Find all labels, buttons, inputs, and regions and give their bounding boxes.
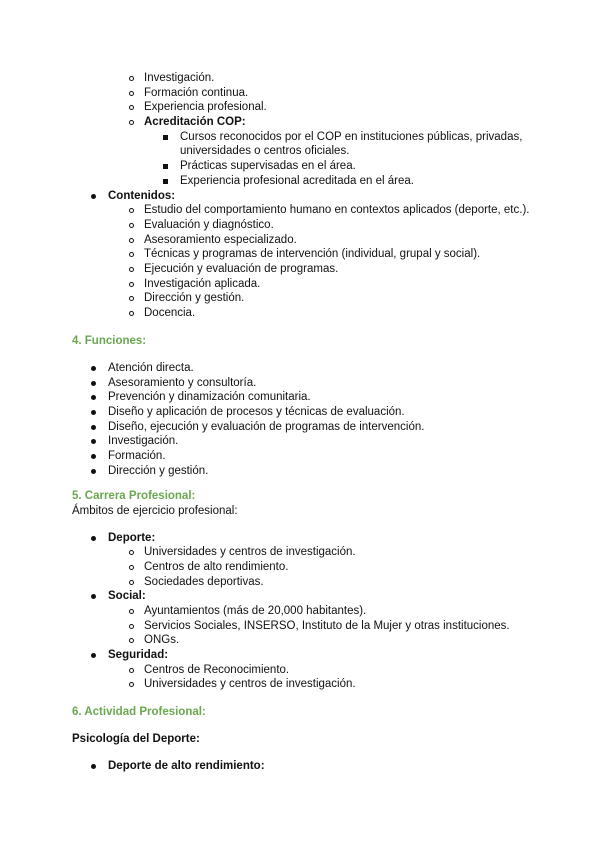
- list-item: Cursos reconocidos por el COP en instituciones públicas, privadas,: [180, 131, 523, 143]
- disc-bullet-icon: [91, 469, 96, 474]
- social-label: Social:: [108, 590, 146, 602]
- list-item: Asesoramiento especializado.: [144, 234, 297, 246]
- circle-bullet-icon: [129, 682, 134, 687]
- square-bullet-icon: [163, 135, 168, 140]
- disc-bullet-icon: [91, 366, 96, 371]
- list-item: Universidades y centros de investigación.: [144, 546, 356, 558]
- disc-bullet-icon: [91, 395, 96, 400]
- list-item-continuation: universidades o centros oficiales.: [180, 145, 350, 157]
- contenidos-label: Contenidos:: [108, 190, 176, 202]
- circle-bullet-icon: [129, 120, 134, 125]
- acreditacion-label: Acreditación COP:: [144, 116, 246, 128]
- list-item: Servicios Sociales, INSERSO, Instituto de la Mujer y otras instituciones.: [144, 620, 510, 632]
- list-item: Investigación.: [144, 72, 215, 84]
- circle-bullet-icon: [129, 223, 134, 228]
- section-heading-funciones: 4. Funciones:: [72, 335, 147, 347]
- list-item: Deporte de alto rendimiento:: [108, 760, 265, 772]
- seguridad-label: Seguridad:: [108, 649, 169, 661]
- list-item: Diseño y aplicación de procesos y técnicas de evaluación.: [108, 406, 405, 418]
- list-item: Docencia.: [144, 307, 196, 319]
- list-item: Experiencia profesional acreditada en el área.: [180, 175, 414, 187]
- section-heading-actividad: 6. Actividad Profesional:: [72, 706, 206, 718]
- list-item: Universidades y centros de investigación.: [144, 678, 356, 690]
- circle-bullet-icon: [129, 91, 134, 96]
- list-item: Estudio del comportamiento humano en contextos aplicados (deporte, etc.).: [144, 204, 530, 216]
- square-bullet-icon: [163, 179, 168, 184]
- list-item: Técnicas y programas de intervención (individual, grupal y social).: [144, 248, 481, 260]
- list-item: Experiencia profesional.: [144, 101, 267, 113]
- list-item: Dirección y gestión.: [108, 465, 209, 477]
- disc-bullet-icon: [91, 594, 96, 599]
- disc-bullet-icon: [91, 425, 96, 430]
- disc-bullet-icon: [91, 536, 96, 541]
- circle-bullet-icon: [129, 238, 134, 243]
- disc-bullet-icon: [91, 764, 96, 769]
- disc-bullet-icon: [91, 410, 96, 415]
- square-bullet-icon: [163, 164, 168, 169]
- circle-bullet-icon: [129, 252, 134, 257]
- list-item: ONGs.: [144, 634, 180, 646]
- disc-bullet-icon: [91, 381, 96, 386]
- circle-bullet-icon: [129, 76, 134, 81]
- list-item: Ayuntamientos (más de 20,000 habitantes).: [144, 605, 367, 617]
- list-item: Atención directa.: [108, 362, 194, 374]
- list-item: Investigación.: [108, 435, 179, 447]
- circle-bullet-icon: [129, 668, 134, 673]
- disc-bullet-icon: [91, 653, 96, 658]
- circle-bullet-icon: [129, 105, 134, 110]
- list-item: Formación continua.: [144, 87, 249, 99]
- list-item: Evaluación y diagnóstico.: [144, 219, 274, 231]
- circle-bullet-icon: [129, 296, 134, 301]
- disc-bullet-icon: [91, 194, 96, 199]
- list-item: Investigación aplicada.: [144, 278, 261, 290]
- circle-bullet-icon: [129, 282, 134, 287]
- circle-bullet-icon: [129, 267, 134, 272]
- list-item: Centros de Reconocimiento.: [144, 664, 290, 676]
- list-item: Sociedades deportivas.: [144, 576, 264, 588]
- list-item: Centros de alto rendimiento.: [144, 561, 289, 573]
- list-item: Prácticas supervisadas en el área.: [180, 160, 356, 172]
- list-item: Ejecución y evaluación de programas.: [144, 263, 339, 275]
- deporte-label: Deporte:: [108, 532, 156, 544]
- list-item: Diseño, ejecución y evaluación de programas de intervención.: [108, 421, 425, 433]
- circle-bullet-icon: [129, 638, 134, 643]
- list-item: Formación.: [108, 450, 166, 462]
- circle-bullet-icon: [129, 565, 134, 570]
- circle-bullet-icon: [129, 208, 134, 213]
- subheading-psicologia-deporte: Psicología del Deporte:: [72, 733, 200, 745]
- disc-bullet-icon: [91, 454, 96, 459]
- section-heading-carrera: 5. Carrera Profesional:: [72, 490, 196, 502]
- circle-bullet-icon: [129, 311, 134, 316]
- circle-bullet-icon: [129, 624, 134, 629]
- list-item: Asesoramiento y consultoría.: [108, 377, 257, 389]
- circle-bullet-icon: [129, 609, 134, 614]
- disc-bullet-icon: [91, 439, 96, 444]
- section-intro: Ámbitos de ejercicio profesional:: [72, 505, 238, 517]
- circle-bullet-icon: [129, 550, 134, 555]
- circle-bullet-icon: [129, 580, 134, 585]
- list-item: Dirección y gestión.: [144, 292, 245, 304]
- list-item: Prevención y dinamización comunitaria.: [108, 391, 311, 403]
